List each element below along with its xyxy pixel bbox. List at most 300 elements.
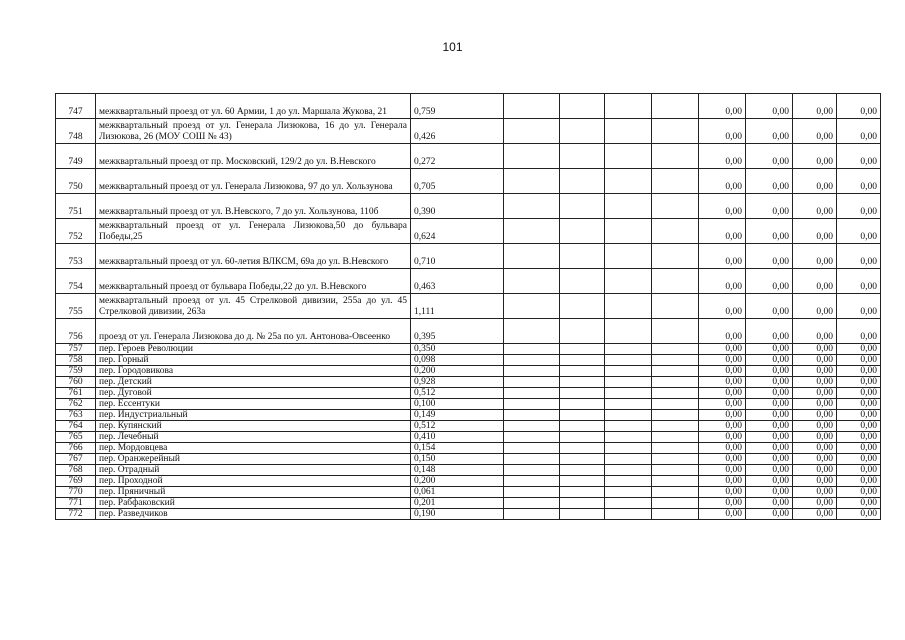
table-row [56, 498, 881, 509]
length-cell: 0,410 [411, 432, 504, 443]
value-cell: 0,00 [699, 388, 746, 399]
table-body [56, 94, 881, 520]
empty-cell [652, 169, 699, 194]
value-cell: 0,00 [699, 465, 746, 476]
empty-cell [652, 410, 699, 421]
length-cell: 0,928 [411, 377, 504, 388]
row-number-cell: 752 [56, 219, 96, 244]
empty-cell [605, 319, 652, 344]
table-row [56, 509, 881, 520]
value-cell: 0,00 [746, 169, 793, 194]
empty-cell [504, 144, 560, 169]
value-cell: 0,00 [746, 432, 793, 443]
value-cell: 0,00 [837, 366, 881, 377]
empty-cell [504, 269, 560, 294]
empty-cell [652, 487, 699, 498]
empty-cell [560, 219, 605, 244]
value-cell: 0,00 [837, 410, 881, 421]
value-cell: 0,00 [793, 94, 837, 119]
empty-cell [652, 388, 699, 399]
row-number-cell: 747 [56, 94, 96, 119]
empty-cell [504, 509, 560, 520]
value-cell: 0,00 [699, 119, 746, 144]
empty-cell [652, 432, 699, 443]
road-register-table [55, 93, 881, 520]
empty-cell [560, 319, 605, 344]
value-cell: 0,00 [699, 487, 746, 498]
value-cell: 0,00 [837, 443, 881, 454]
empty-cell [560, 421, 605, 432]
length-cell: 0,100 [411, 399, 504, 410]
empty-cell [504, 465, 560, 476]
value-cell: 0,00 [746, 366, 793, 377]
empty-cell [605, 119, 652, 144]
value-cell: 0,00 [793, 498, 837, 509]
table-row [56, 344, 881, 355]
empty-cell [652, 476, 699, 487]
value-cell: 0,00 [793, 410, 837, 421]
value-cell: 0,00 [793, 344, 837, 355]
road-name-cell: пер. Мордовцева [96, 443, 411, 454]
value-cell: 0,00 [837, 344, 881, 355]
row-number-cell: 763 [56, 410, 96, 421]
length-cell: 0,705 [411, 169, 504, 194]
value-cell: 0,00 [699, 421, 746, 432]
length-cell: 0,150 [411, 454, 504, 465]
road-name-cell: пер. Детский [96, 377, 411, 388]
empty-cell [504, 487, 560, 498]
empty-cell [560, 443, 605, 454]
table-row [56, 94, 881, 119]
value-cell: 0,00 [699, 219, 746, 244]
road-name-cell: пер. Горный [96, 355, 411, 366]
row-number-cell: 767 [56, 454, 96, 465]
value-cell: 0,00 [793, 454, 837, 465]
table-row [56, 399, 881, 410]
road-name-cell: пер. Лечебный [96, 432, 411, 443]
empty-cell [605, 219, 652, 244]
value-cell: 0,00 [837, 476, 881, 487]
length-cell: 0,200 [411, 366, 504, 377]
value-cell: 0,00 [793, 144, 837, 169]
empty-cell [560, 294, 605, 319]
empty-cell [652, 454, 699, 465]
empty-cell [652, 355, 699, 366]
road-name-cell: пер. Пряничный [96, 487, 411, 498]
value-cell: 0,00 [699, 454, 746, 465]
value-cell: 0,00 [837, 421, 881, 432]
page-number: 101 [442, 40, 463, 54]
length-cell: 0,350 [411, 344, 504, 355]
table-row [56, 476, 881, 487]
value-cell: 0,00 [746, 319, 793, 344]
value-cell: 0,00 [793, 509, 837, 520]
empty-cell [605, 294, 652, 319]
empty-cell [560, 344, 605, 355]
empty-cell [560, 377, 605, 388]
empty-cell [504, 169, 560, 194]
empty-cell [652, 421, 699, 432]
row-number-cell: 761 [56, 388, 96, 399]
road-name-cell: межквартальный проезд от ул. 60-летия ВЛКСМ, 69а до ул. В.Невского [96, 244, 411, 269]
empty-cell [652, 319, 699, 344]
value-cell: 0,00 [837, 487, 881, 498]
value-cell: 0,00 [699, 476, 746, 487]
table-row [56, 294, 881, 319]
length-cell: 0,061 [411, 487, 504, 498]
road-name-cell: межквартальный проезд от пр. Московский, 129/2 до ул. В.Невского [96, 144, 411, 169]
value-cell: 0,00 [837, 388, 881, 399]
value-cell: 0,00 [699, 144, 746, 169]
empty-cell [605, 169, 652, 194]
value-cell: 0,00 [793, 355, 837, 366]
value-cell: 0,00 [793, 294, 837, 319]
empty-cell [504, 244, 560, 269]
empty-cell [560, 432, 605, 443]
empty-cell [652, 144, 699, 169]
value-cell: 0,00 [746, 454, 793, 465]
table-row [56, 388, 881, 399]
value-cell: 0,00 [837, 94, 881, 119]
empty-cell [504, 94, 560, 119]
empty-cell [605, 454, 652, 465]
length-cell: 0,624 [411, 219, 504, 244]
value-cell: 0,00 [699, 509, 746, 520]
value-cell: 0,00 [793, 366, 837, 377]
road-name-cell: пер. Оранжерейный [96, 454, 411, 465]
value-cell: 0,00 [746, 509, 793, 520]
value-cell: 0,00 [746, 443, 793, 454]
value-cell: 0,00 [746, 119, 793, 144]
value-cell: 0,00 [746, 294, 793, 319]
empty-cell [605, 94, 652, 119]
road-name-cell: пер. Проходной [96, 476, 411, 487]
value-cell: 0,00 [699, 294, 746, 319]
value-cell: 0,00 [699, 377, 746, 388]
value-cell: 0,00 [837, 294, 881, 319]
value-cell: 0,00 [793, 169, 837, 194]
value-cell: 0,00 [837, 432, 881, 443]
empty-cell [504, 421, 560, 432]
value-cell: 0,00 [837, 509, 881, 520]
empty-cell [605, 355, 652, 366]
table-row [56, 377, 881, 388]
road-name-cell: пер. Разведчиков [96, 509, 411, 520]
length-cell: 0,200 [411, 476, 504, 487]
value-cell: 0,00 [793, 219, 837, 244]
road-name-cell: межквартальный проезд от ул. Генерала Лизюкова, 97 до ул. Хользунова [96, 169, 411, 194]
value-cell: 0,00 [746, 498, 793, 509]
empty-cell [560, 355, 605, 366]
row-number-cell: 748 [56, 119, 96, 144]
empty-cell [652, 509, 699, 520]
table-row [56, 119, 881, 144]
road-name-cell: межквартальный проезд от ул. Генерала Лизюкова,50 до бульвара Победы,25 [96, 219, 411, 244]
empty-cell [605, 421, 652, 432]
table-row [56, 487, 881, 498]
road-name-cell: пер. Рабфаковский [96, 498, 411, 509]
empty-cell [652, 498, 699, 509]
value-cell: 0,00 [746, 194, 793, 219]
length-cell: 0,201 [411, 498, 504, 509]
value-cell: 0,00 [793, 465, 837, 476]
value-cell: 0,00 [746, 94, 793, 119]
value-cell: 0,00 [746, 410, 793, 421]
table-row [56, 421, 881, 432]
empty-cell [560, 476, 605, 487]
value-cell: 0,00 [837, 219, 881, 244]
value-cell: 0,00 [746, 421, 793, 432]
empty-cell [560, 144, 605, 169]
empty-cell [652, 119, 699, 144]
value-cell: 0,00 [837, 355, 881, 366]
empty-cell [560, 244, 605, 269]
empty-cell [605, 344, 652, 355]
value-cell: 0,00 [699, 410, 746, 421]
value-cell: 0,00 [746, 487, 793, 498]
value-cell: 0,00 [746, 465, 793, 476]
empty-cell [605, 443, 652, 454]
value-cell: 0,00 [699, 355, 746, 366]
length-cell: 0,390 [411, 194, 504, 219]
value-cell: 0,00 [699, 244, 746, 269]
length-cell: 0,463 [411, 269, 504, 294]
length-cell: 0,154 [411, 443, 504, 454]
empty-cell [605, 377, 652, 388]
row-number-cell: 750 [56, 169, 96, 194]
empty-cell [560, 454, 605, 465]
value-cell: 0,00 [837, 454, 881, 465]
empty-cell [605, 144, 652, 169]
length-cell: 0,512 [411, 388, 504, 399]
row-number-cell: 766 [56, 443, 96, 454]
empty-cell [560, 487, 605, 498]
empty-cell [560, 465, 605, 476]
row-number-cell: 769 [56, 476, 96, 487]
empty-cell [605, 244, 652, 269]
value-cell: 0,00 [746, 388, 793, 399]
table-row [56, 169, 881, 194]
table-row [56, 366, 881, 377]
value-cell: 0,00 [837, 194, 881, 219]
empty-cell [560, 94, 605, 119]
empty-cell [605, 388, 652, 399]
empty-cell [652, 294, 699, 319]
value-cell: 0,00 [837, 144, 881, 169]
empty-cell [605, 399, 652, 410]
empty-cell [560, 269, 605, 294]
value-cell: 0,00 [746, 269, 793, 294]
empty-cell [605, 487, 652, 498]
value-cell: 0,00 [699, 344, 746, 355]
empty-cell [560, 498, 605, 509]
empty-cell [504, 399, 560, 410]
road-name-cell: пер. Купянский [96, 421, 411, 432]
value-cell: 0,00 [699, 432, 746, 443]
length-cell: 0,098 [411, 355, 504, 366]
road-name-cell: пер. Отрадный [96, 465, 411, 476]
row-number-cell: 757 [56, 344, 96, 355]
empty-cell [605, 509, 652, 520]
empty-cell [504, 454, 560, 465]
empty-cell [652, 399, 699, 410]
value-cell: 0,00 [746, 399, 793, 410]
value-cell: 0,00 [699, 169, 746, 194]
empty-cell [652, 244, 699, 269]
row-number-cell: 765 [56, 432, 96, 443]
row-number-cell: 772 [56, 509, 96, 520]
value-cell: 0,00 [793, 269, 837, 294]
table-row [56, 144, 881, 169]
empty-cell [504, 410, 560, 421]
row-number-cell: 771 [56, 498, 96, 509]
value-cell: 0,00 [746, 144, 793, 169]
empty-cell [652, 344, 699, 355]
road-name-cell: проезд от ул. Генерала Лизюкова до д. № 25а по ул. Антонова-Овсеенко [96, 319, 411, 344]
empty-cell [560, 366, 605, 377]
road-name-cell: пер. Дуговой [96, 388, 411, 399]
row-number-cell: 755 [56, 294, 96, 319]
value-cell: 0,00 [746, 244, 793, 269]
road-name-cell: пер. Городовикова [96, 366, 411, 377]
value-cell: 0,00 [699, 194, 746, 219]
table-row [56, 269, 881, 294]
value-cell: 0,00 [746, 219, 793, 244]
empty-cell [504, 443, 560, 454]
empty-cell [652, 269, 699, 294]
value-cell: 0,00 [793, 319, 837, 344]
value-cell: 0,00 [699, 366, 746, 377]
empty-cell [504, 344, 560, 355]
empty-cell [560, 410, 605, 421]
empty-cell [605, 194, 652, 219]
value-cell: 0,00 [699, 269, 746, 294]
value-cell: 0,00 [746, 377, 793, 388]
empty-cell [652, 366, 699, 377]
length-cell: 0,149 [411, 410, 504, 421]
road-name-cell: пер. Героев Революции [96, 344, 411, 355]
empty-cell [605, 498, 652, 509]
row-number-cell: 768 [56, 465, 96, 476]
empty-cell [560, 194, 605, 219]
table-row [56, 194, 881, 219]
empty-cell [560, 399, 605, 410]
value-cell: 0,00 [837, 244, 881, 269]
value-cell: 0,00 [699, 443, 746, 454]
empty-cell [504, 432, 560, 443]
table-row [56, 219, 881, 244]
empty-cell [504, 219, 560, 244]
road-name-cell: пер. Индустриальный [96, 410, 411, 421]
table-row [56, 443, 881, 454]
length-cell: 0,148 [411, 465, 504, 476]
table-row [56, 454, 881, 465]
empty-cell [504, 498, 560, 509]
empty-cell [504, 377, 560, 388]
empty-cell [652, 219, 699, 244]
value-cell: 0,00 [746, 344, 793, 355]
row-number-cell: 754 [56, 269, 96, 294]
empty-cell [605, 366, 652, 377]
table-row [56, 410, 881, 421]
row-number-cell: 762 [56, 399, 96, 410]
empty-cell [504, 319, 560, 344]
value-cell: 0,00 [699, 94, 746, 119]
value-cell: 0,00 [837, 498, 881, 509]
value-cell: 0,00 [746, 476, 793, 487]
empty-cell [560, 388, 605, 399]
row-number-cell: 753 [56, 244, 96, 269]
length-cell: 0,426 [411, 119, 504, 144]
length-cell: 0,710 [411, 244, 504, 269]
road-name-cell: межквартальный проезд от ул. 60 Армии, 1 до ул. Маршала Жукова, 21 [96, 94, 411, 119]
value-cell: 0,00 [793, 194, 837, 219]
row-number-cell: 764 [56, 421, 96, 432]
empty-cell [605, 432, 652, 443]
empty-cell [504, 294, 560, 319]
value-cell: 0,00 [793, 377, 837, 388]
length-cell: 0,190 [411, 509, 504, 520]
value-cell: 0,00 [793, 443, 837, 454]
length-cell: 0,512 [411, 421, 504, 432]
value-cell: 0,00 [793, 432, 837, 443]
value-cell: 0,00 [793, 119, 837, 144]
empty-cell [560, 169, 605, 194]
value-cell: 0,00 [793, 487, 837, 498]
value-cell: 0,00 [793, 399, 837, 410]
value-cell: 0,00 [837, 269, 881, 294]
road-name-cell: межквартальный проезд от ул. В.Невского, 7 до ул. Хользунова, 110б [96, 194, 411, 219]
value-cell: 0,00 [837, 465, 881, 476]
empty-cell [504, 388, 560, 399]
empty-cell [652, 443, 699, 454]
length-cell: 0,272 [411, 144, 504, 169]
row-number-cell: 770 [56, 487, 96, 498]
value-cell: 0,00 [837, 169, 881, 194]
road-name-cell: межквартальный проезд от бульвара Победы,22 до ул. В.Невского [96, 269, 411, 294]
value-cell: 0,00 [793, 421, 837, 432]
row-number-cell: 756 [56, 319, 96, 344]
value-cell: 0,00 [699, 399, 746, 410]
length-cell: 0,395 [411, 319, 504, 344]
table-row [56, 319, 881, 344]
empty-cell [504, 194, 560, 219]
table-row [56, 244, 881, 269]
empty-cell [605, 465, 652, 476]
row-number-cell: 758 [56, 355, 96, 366]
row-number-cell: 759 [56, 366, 96, 377]
row-number-cell: 760 [56, 377, 96, 388]
row-number-cell: 749 [56, 144, 96, 169]
table-row [56, 355, 881, 366]
empty-cell [605, 476, 652, 487]
empty-cell [560, 509, 605, 520]
value-cell: 0,00 [793, 476, 837, 487]
empty-cell [605, 410, 652, 421]
empty-cell [605, 269, 652, 294]
value-cell: 0,00 [699, 498, 746, 509]
value-cell: 0,00 [837, 119, 881, 144]
table-row [56, 465, 881, 476]
empty-cell [652, 465, 699, 476]
empty-cell [504, 355, 560, 366]
value-cell: 0,00 [837, 319, 881, 344]
empty-cell [652, 377, 699, 388]
length-cell: 0,759 [411, 94, 504, 119]
value-cell: 0,00 [837, 399, 881, 410]
value-cell: 0,00 [793, 388, 837, 399]
road-name-cell: межквартальный проезд от ул. Генерала Лизюкова, 16 до ул. Генерала Лизюкова, 26 (МОУ СОШ № 43) [96, 119, 411, 144]
